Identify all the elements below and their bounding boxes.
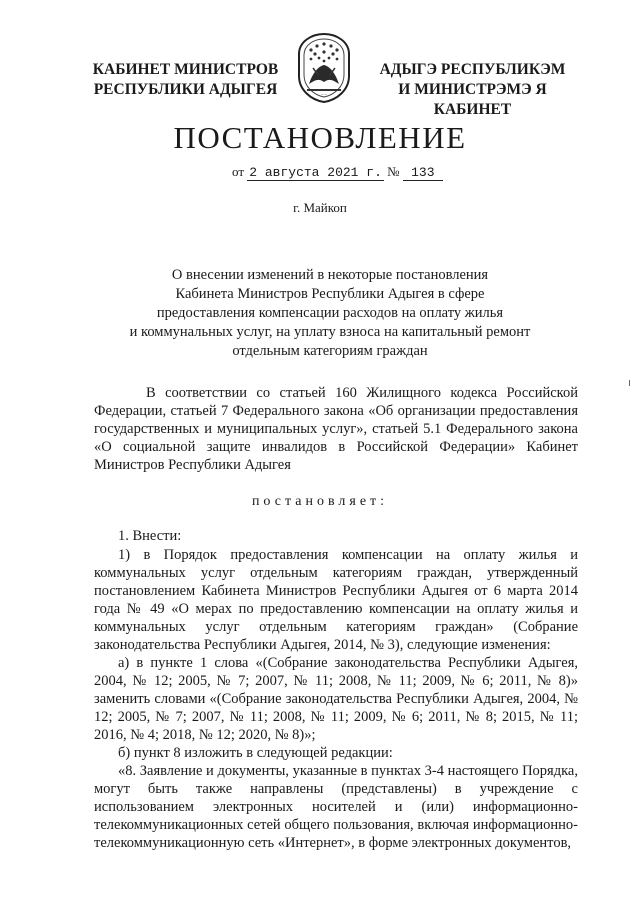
heading-line: Кабинета Министров Республики Адыгея в сфере bbox=[175, 286, 485, 302]
scan-mark bbox=[629, 380, 630, 386]
document-title: ПОСТАНОВЛЕНИЕ bbox=[173, 120, 467, 155]
heading-line: предоставления компенсации расходов на оплату жилья bbox=[156, 305, 504, 321]
org-name-adyghe-line-2: И МИНИСТРЭМЭ Я КАБИНЕТ bbox=[398, 81, 547, 118]
paragraph: 1. Внести: bbox=[118, 528, 182, 544]
heading-line: О внесении изменений в некоторые постановления bbox=[171, 267, 489, 283]
number-label: № bbox=[387, 164, 400, 179]
paragraph: а) в пункте 1 слова «(Собрание законодательства Республики Адыгея, 2004, № 12; 2005, № 7; 2007, № 11; 2008, № 11; 2009, № 6; 2011, № 8)» заменить словами «(Собрание законодательства Республики Адыгея, 2004, № 12; 2005, № 7; 2007, № 11; 2008, № 11; 2009, № 6; 2011, № 8; 2015, № 11; 2016, № 4; 2018, № 12; 2020, № 8)»; bbox=[94, 655, 578, 743]
org-name-russian-line-2: РЕСПУБЛИКИ АДЫГЕЯ bbox=[93, 81, 278, 98]
paragraph: б) пункт 8 изложить в следующей редакции: bbox=[118, 745, 393, 761]
heading-line: и коммунальных услуг, на уплату взноса на капитальный ремонт bbox=[129, 324, 531, 340]
from-label: от bbox=[232, 164, 245, 179]
org-name-russian bbox=[78, 60, 293, 100]
city: г. Майкоп bbox=[293, 200, 347, 215]
document-body bbox=[94, 527, 578, 852]
coat-of-arms-icon bbox=[289, 32, 359, 104]
decree-word: постановляет: bbox=[251, 494, 389, 509]
org-name-adyghe bbox=[365, 60, 580, 120]
paragraph: 1) в Порядок предоставления компенсации на оплату жилья и коммунальных услуг отдельным категориям граждан, утвержденный постановлением Кабинета Министров Республики Адыгея от 6 марта 2014 года № 49 «О мерах по предоставлению компенсации на оплату жилья и коммунальных услуг отдельным категориям граждан» (Собрание законодательства Республики Адыгея, 2014, № 3), следующие изменения: bbox=[94, 547, 578, 653]
document-number: 133 bbox=[403, 165, 443, 181]
date-number-line bbox=[232, 164, 443, 181]
org-name-adyghe-line-1: АДЫГЭ РЕСПУБЛИКЭМ bbox=[379, 61, 566, 78]
paragraph: «8. Заявление и документы, указанные в пунктах 3-4 настоящего Порядка, могут быть также направлены (представлены) в учреждение с использованием электронных носителей и (или) информационно-телекоммуникационных сетей общего пользования, включая информационно-телекоммуникационную сеть «Интернет», в форме электронных документов, bbox=[94, 763, 578, 851]
document-date: 2 августа 2021 г. bbox=[249, 165, 382, 180]
preamble: В соответствии со статьей 160 Жилищного кодекса Российской Федерации, статьей 7 Федерального закона «Об организации предоставления государственных и муниципальных услуг», статьей 5.1 Федерального закона «О социальной защите инвалидов в Российской Федерации» Кабинет Министров Республики Адыгея bbox=[94, 385, 578, 473]
svg-text:·····: ····· bbox=[320, 92, 328, 97]
org-name-russian-line-1: КАБИНЕТ МИНИСТРОВ bbox=[92, 61, 279, 78]
document-heading bbox=[100, 266, 560, 361]
heading-line: отдельным категориям граждан bbox=[232, 343, 428, 359]
